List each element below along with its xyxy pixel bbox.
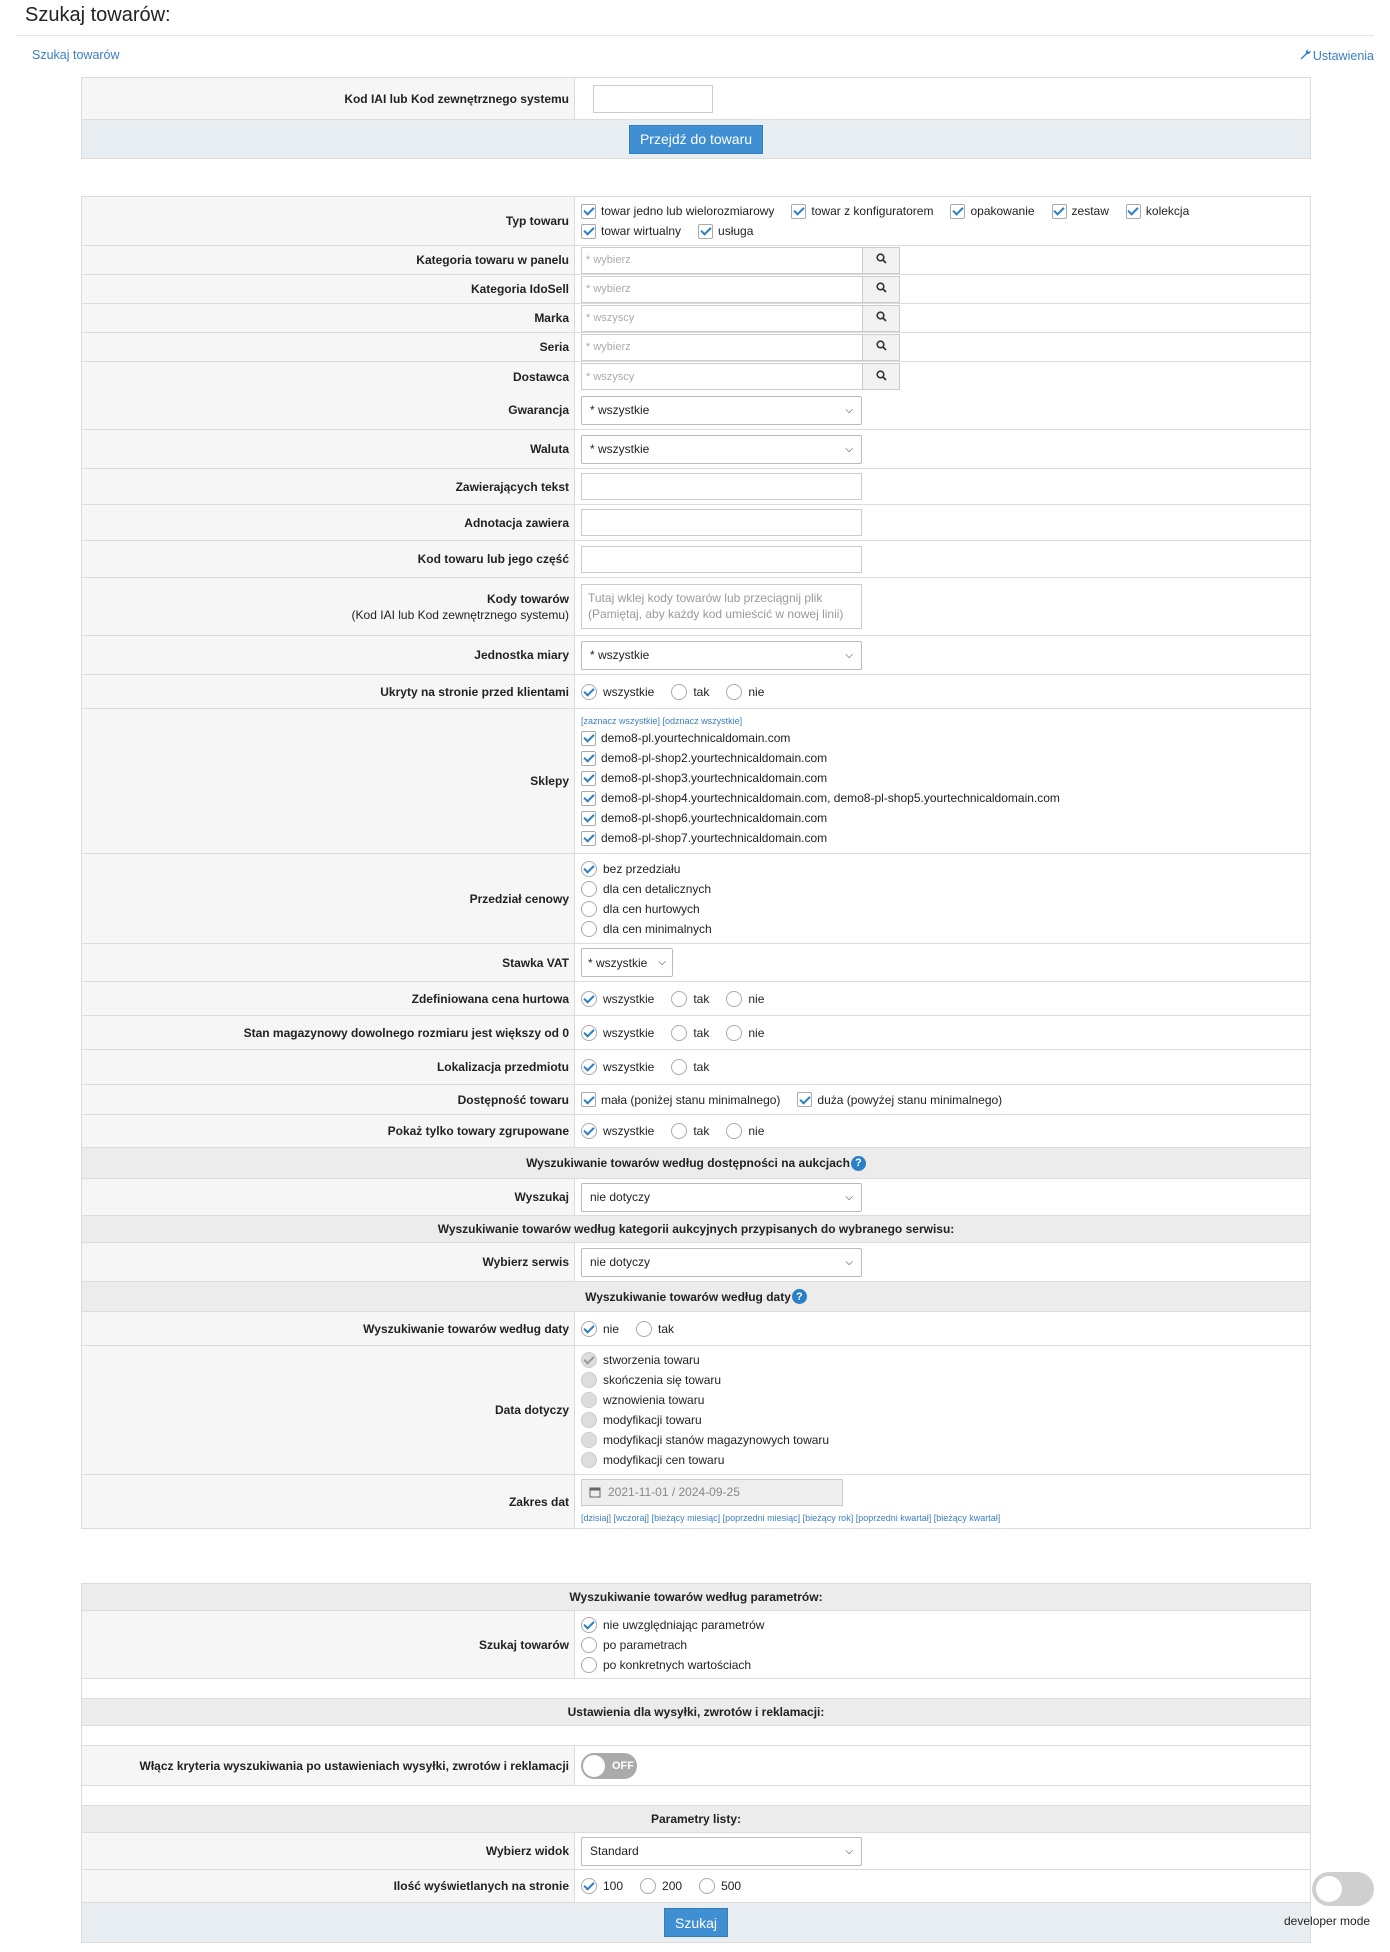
radio-option[interactable]: tak (671, 682, 709, 702)
picker-field[interactable] (581, 334, 1310, 361)
radio-option[interactable]: nie (581, 1319, 619, 1339)
date-quick-link[interactable]: [wczoraj] (613, 1512, 650, 1523)
radio-button[interactable] (581, 1432, 597, 1448)
radio-button[interactable] (671, 1025, 687, 1041)
checkbox[interactable] (1052, 204, 1067, 219)
search-button[interactable] (863, 363, 900, 390)
search-icon (876, 282, 887, 296)
radio-button[interactable] (671, 1059, 687, 1075)
radio-button[interactable] (581, 1452, 597, 1468)
aukcje-label: Wyszukaj (82, 1179, 575, 1215)
radio-option[interactable]: 500 (699, 1876, 741, 1896)
chevron-down-icon: ⌵ (845, 443, 853, 455)
settings-link[interactable]: Ustawienia (1299, 48, 1374, 63)
breadcrumb[interactable]: Szukaj towarów (32, 48, 120, 62)
radio-button[interactable] (581, 861, 597, 877)
typ-options (581, 201, 1310, 241)
checkbox[interactable] (581, 771, 596, 786)
checkbox[interactable] (581, 204, 596, 219)
page-title: Szukaj towarów: (25, 4, 171, 26)
dostepnosc-option[interactable]: mała (poniżej stanu minimalnego) (581, 1090, 780, 1110)
kody-textarea[interactable]: Tutaj wklej kody towarów lub przeciągnij plik (Pamiętaj, aby każdy kod umieścić w nowej linii) (581, 584, 862, 629)
chevron-down-icon: ⌵ (658, 957, 666, 968)
radio-button[interactable] (726, 1025, 742, 1041)
data-toggle-label: Wyszukiwanie towarów według daty (82, 1312, 575, 1345)
serwis-section: Wyszukiwanie towarów według kategorii aukcyjnych przypisanych do wybranego serwisu: (82, 1216, 1310, 1243)
picker-field[interactable] (581, 363, 1310, 390)
radio-button[interactable] (581, 921, 597, 937)
dotyczy-option[interactable]: stworzenia towaru (581, 1350, 1293, 1370)
dotyczy-option[interactable]: modyfikacji stanów magazynowych towaru (581, 1430, 1293, 1450)
radio-option[interactable]: 200 (640, 1876, 682, 1896)
search-icon (876, 340, 887, 354)
radio-button[interactable] (581, 1657, 597, 1673)
radio-button[interactable] (671, 684, 687, 700)
radio-option[interactable]: wszystkie (581, 682, 654, 702)
radio-button[interactable] (581, 901, 597, 917)
radio-option[interactable]: wszystkie (581, 989, 654, 1009)
picker-input[interactable]: * wybierz (581, 276, 863, 303)
wysylka-label: Włącz kryteria wyszukiwania po ustawieniach wysyłki, zwrotów i reklamacji (82, 1746, 575, 1785)
radio-option[interactable]: 100 (581, 1876, 623, 1896)
checkbox[interactable] (581, 224, 596, 239)
radio-option[interactable]: dla cen minimalnych (581, 919, 1293, 939)
search-icon (876, 253, 887, 267)
radio-option[interactable]: nie (726, 1023, 764, 1043)
select-all-link[interactable]: [zaznacz wszystkie] (581, 716, 661, 726)
widok-label: Wybierz widok (82, 1833, 575, 1869)
picker-label: Kategoria towaru w panelu (82, 246, 575, 274)
shop-checkbox[interactable]: demo8-pl-shop6.yourtechnicaldomain.com (581, 808, 1293, 828)
radio-option[interactable]: nie uwzględniając parametrów (581, 1615, 1293, 1635)
picker-field[interactable] (581, 247, 1310, 274)
shop-checkbox[interactable]: demo8-pl-shop7.yourtechnicaldomain.com (581, 828, 1293, 848)
goto-button[interactable]: Przejdź do towaru (629, 125, 763, 154)
param-label: Szukaj towarów (82, 1611, 575, 1678)
radio-button[interactable] (581, 1878, 597, 1894)
typ-option[interactable]: towar wirtualny (581, 221, 681, 241)
search-button[interactable] (863, 334, 900, 361)
radio-button[interactable] (581, 684, 597, 700)
serwis-label: Wybierz serwis (82, 1243, 575, 1281)
goto-panel (81, 77, 1311, 159)
goto-input[interactable] (593, 85, 713, 113)
picker-field[interactable] (581, 305, 1310, 332)
checkbox[interactable] (797, 1092, 812, 1107)
radio-option[interactable]: nie (726, 1121, 764, 1141)
picker-field[interactable] (581, 276, 1310, 303)
waluta-select[interactable]: * wszystkie ⌵ (581, 435, 862, 464)
search-panel (81, 196, 1311, 1529)
checkbox[interactable] (581, 751, 596, 766)
checkbox[interactable] (1126, 204, 1141, 219)
picker-label: Marka (82, 304, 575, 332)
chevron-down-icon: ⌵ (845, 649, 853, 661)
chevron-down-icon: ⌵ (845, 1191, 853, 1203)
checkbox[interactable] (581, 731, 596, 746)
adnotacja-input[interactable] (581, 509, 862, 536)
przedzial-label: Przedział cenowy (82, 854, 575, 943)
dotyczy-option[interactable]: modyfikacji towaru (581, 1410, 1293, 1430)
radio-button[interactable] (699, 1878, 715, 1894)
wrench-icon (1299, 48, 1311, 63)
checkbox[interactable] (581, 831, 596, 846)
radio-option[interactable]: tak (636, 1319, 674, 1339)
picker-label: Seria (82, 333, 575, 361)
date-quick-link[interactable]: [poprzedni miesiąc] (722, 1512, 801, 1523)
radio-button[interactable] (726, 684, 742, 700)
zawierajacych-input[interactable] (581, 473, 862, 500)
dotyczy-option[interactable]: wznowienia towaru (581, 1390, 1293, 1410)
radio-button[interactable] (581, 1617, 597, 1633)
goto-label: Kod IAI lub Kod zewnętrznego systemu (82, 78, 575, 119)
picker-input[interactable]: * wybierz (581, 334, 863, 361)
search-button[interactable] (863, 247, 900, 274)
checkbox[interactable] (581, 791, 596, 806)
dostepnosc-option[interactable]: duża (powyżej stanu minimalnego) (797, 1090, 1002, 1110)
search-button[interactable] (863, 305, 900, 332)
radio-button[interactable] (726, 991, 742, 1007)
jednostka-label: Jednostka miary (82, 636, 575, 674)
wysylka-toggle[interactable]: OFF (581, 1753, 637, 1779)
aukcje-select[interactable]: nie dotyczy ⌵ (581, 1183, 862, 1212)
checkbox[interactable] (698, 224, 713, 239)
checkbox[interactable] (950, 204, 965, 219)
param-section: Wyszukiwanie towarów według parametrów: (82, 1584, 1310, 1611)
radio-option[interactable]: wszystkie (581, 1121, 654, 1141)
radio-button[interactable] (581, 1025, 597, 1041)
radio-button[interactable] (581, 1372, 597, 1388)
date-range-input[interactable]: 2021-11-01 / 2024-09-25 (581, 1479, 843, 1506)
chevron-down-icon: ⌵ (845, 404, 853, 416)
search-icon (876, 370, 887, 384)
lista-section: Parametry listy: (82, 1806, 1310, 1833)
help-icon[interactable]: ? (792, 1289, 807, 1304)
picker-label: Dostawca (82, 362, 575, 391)
kod-label: Kod towaru lub jego część (82, 541, 575, 577)
data-section: Wyszukiwanie towarów według daty ? (82, 1282, 1310, 1312)
radio-button[interactable] (581, 1123, 597, 1139)
developer-mode-toggle[interactable] (1312, 1872, 1374, 1906)
jednostka-select[interactable]: * wszystkie ⌵ (581, 641, 862, 670)
radio-button[interactable] (581, 1412, 597, 1428)
date-quick-link[interactable]: [dzisiaj] (581, 1512, 612, 1523)
shop-list (581, 728, 1310, 848)
typ-option[interactable]: usługa (698, 221, 753, 241)
date-quick-link[interactable]: [bieżący kwartał] (933, 1512, 1001, 1523)
radio-option[interactable]: nie (726, 682, 764, 702)
shop-checkbox[interactable]: demo8-pl-shop4.yourtechnicaldomain.com, demo8-pl-shop5.yourtechnicaldomain.com (581, 788, 1293, 808)
dotyczy-options (581, 1350, 1310, 1470)
radio-button[interactable] (671, 991, 687, 1007)
picker-input[interactable]: * wybierz (581, 247, 863, 274)
checkbox[interactable] (791, 204, 806, 219)
radio-button[interactable] (581, 1392, 597, 1408)
bottom-panel (81, 1583, 1311, 1943)
cena-hurt-label: Zdefiniowana cena hurtowa (82, 982, 575, 1015)
dotyczy-option[interactable]: modyfikacji cen towaru (581, 1450, 1293, 1470)
dostepnosc-options (581, 1090, 1310, 1110)
checkbox[interactable] (581, 811, 596, 826)
ilosc-label: Ilość wyświetlanych na stronie (82, 1870, 575, 1902)
radio-option[interactable]: po konkretnych wartościach (581, 1655, 1293, 1675)
vat-label: Stawka VAT (82, 944, 575, 981)
widok-select[interactable]: Standard ⌵ (581, 1837, 862, 1866)
typ-option[interactable]: opakowanie (950, 201, 1034, 221)
gwarancja-label: Gwarancja (82, 391, 575, 429)
radio-option[interactable]: nie (726, 989, 764, 1009)
deselect-all-link[interactable]: [odznacz wszystkie] (662, 716, 743, 726)
waluta-label: Waluta (82, 430, 575, 468)
search-button[interactable] (863, 276, 900, 303)
search-icon (876, 311, 887, 325)
radio-option[interactable]: tak (671, 1023, 709, 1043)
dotyczy-option[interactable]: skończenia się towaru (581, 1370, 1293, 1390)
dotyczy-label: Data dotyczy (82, 1346, 575, 1474)
radio-button[interactable] (581, 1059, 597, 1075)
typ-option[interactable]: kolekcja (1126, 201, 1189, 221)
wysylka-section: Ustawienia dla wysyłki, zwrotów i reklamacji: (82, 1699, 1310, 1726)
ukryty-label: Ukryty na stronie przed klientami (82, 675, 575, 708)
zgrupowane-label: Pokaż tylko towary zgrupowane (82, 1115, 575, 1147)
radio-button[interactable] (640, 1878, 656, 1894)
radio-option[interactable]: po parametrach (581, 1635, 1293, 1655)
typ-option[interactable]: towar jedno lub wielorozmiarowy (581, 201, 774, 221)
dostepnosc-label: Dostępność towaru (82, 1085, 575, 1114)
kody-label: Kody towarów (Kod IAI lub Kod zewnętrznego systemu) (82, 578, 575, 635)
radio-option[interactable]: dla cen hurtowych (581, 899, 1293, 919)
help-icon[interactable]: ? (851, 1156, 866, 1171)
adnotacja-label: Adnotacja zawiera (82, 505, 575, 540)
date-quick-link[interactable]: [poprzedni kwartał] (855, 1512, 932, 1523)
date-quick-links (581, 1511, 1310, 1525)
lokalizacja-label: Lokalizacja przedmiotu (82, 1050, 575, 1084)
date-quick-link[interactable]: [bieżący miesiąc] (651, 1512, 721, 1523)
kod-input[interactable] (581, 546, 862, 573)
gwarancja-select[interactable]: * wszystkie ⌵ (581, 396, 862, 425)
radio-button[interactable] (581, 1321, 597, 1337)
radio-button[interactable] (581, 991, 597, 1007)
developer-mode-label: developer mode (1284, 1914, 1371, 1928)
stan-label: Stan magazynowy dowolnego rozmiaru jest większy od 0 (82, 1016, 575, 1049)
radio-button[interactable] (581, 1637, 597, 1653)
radio-button[interactable] (581, 881, 597, 897)
radio-option[interactable]: tak (671, 1121, 709, 1141)
search-button[interactable]: Szukaj (664, 1908, 728, 1937)
shop-checkbox[interactable]: demo8-pl-shop3.yourtechnicaldomain.com (581, 768, 1293, 788)
header-divider (16, 35, 1374, 36)
picker-input[interactable]: * wszyscy (581, 363, 863, 390)
radio-button[interactable] (636, 1321, 652, 1337)
typ-label: Typ towaru (82, 197, 575, 245)
shop-checkbox[interactable]: demo8-pl.yourtechnicaldomain.com (581, 728, 1293, 748)
picker-input[interactable]: * wszyscy (581, 305, 863, 332)
chevron-down-icon: ⌵ (845, 1845, 853, 1857)
shop-checkbox[interactable]: demo8-pl-shop2.yourtechnicaldomain.com (581, 748, 1293, 768)
zakres-label: Zakres dat (82, 1475, 575, 1528)
radio-option[interactable]: dla cen detalicznych (581, 879, 1293, 899)
sklepy-label: Sklepy (82, 709, 575, 853)
typ-option[interactable]: zestaw (1052, 201, 1109, 221)
radio-button[interactable] (726, 1123, 742, 1139)
chevron-down-icon: ⌵ (845, 1256, 853, 1268)
radio-option[interactable]: wszystkie (581, 1023, 654, 1043)
date-quick-link[interactable]: [bieżący rok] (802, 1512, 854, 1523)
calendar-icon (582, 1486, 608, 1498)
picker-label: Kategoria IdoSell (82, 275, 575, 303)
radio-button[interactable] (671, 1123, 687, 1139)
serwis-select[interactable]: nie dotyczy ⌵ (581, 1248, 862, 1277)
checkbox[interactable] (581, 1092, 596, 1107)
vat-select[interactable]: * wszystkie ⌵ (581, 948, 673, 977)
aukcje-section: Wyszukiwanie towarów według dostępności na aukcjach ? (82, 1148, 1310, 1179)
radio-option[interactable]: wszystkie (581, 1057, 654, 1077)
typ-option[interactable]: towar z konfiguratorem (791, 201, 933, 221)
radio-option[interactable]: tak (671, 1057, 709, 1077)
radio-option[interactable]: bez przedziału (581, 859, 1293, 879)
zawierajacych-label: Zawierających tekst (82, 469, 575, 504)
radio-button[interactable] (581, 1352, 597, 1368)
radio-option[interactable]: tak (671, 989, 709, 1009)
